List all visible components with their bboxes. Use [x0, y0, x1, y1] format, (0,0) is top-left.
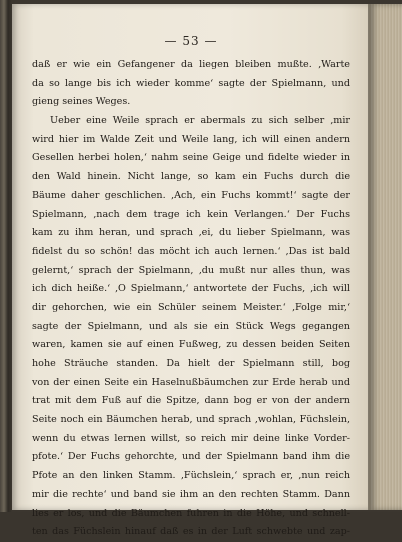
text-line: lies er los, und die Bäumchen fuhren in die Höhe, und schnell- — [32, 507, 350, 519]
text-line: gieng seines Weges. — [32, 96, 131, 108]
text-line: Gesellen herbei holen,‘ nahm seine Geige und fidelte wieder in — [32, 152, 350, 164]
text-line: da so lange bis ich wieder komme‘ sagte der Spielmann, und — [32, 77, 350, 89]
text-line: pfote.‘ Der Fuchs gehorchte, und der Spielmann band ihm die — [32, 451, 350, 463]
text-line: von der einen Seite ein Haselnußbäumchen zur Erde herab und — [32, 376, 350, 388]
text-line: den Wald hinein. Nicht lange, so kam ein Fuchs durch die — [32, 171, 350, 183]
text-line: waren, kamen sie auf einen Fußweg, zu dessen beiden Seiten — [32, 339, 350, 351]
page-text — [32, 56, 350, 542]
text-line: mir die rechte‘ und band sie ihm an den rechten Stamm. Dann — [32, 488, 350, 500]
text-line: gelernt,‘ sprach der Spielmann, ‚du mußt nur alles thun, was — [32, 264, 350, 276]
text-line: ten das Füchslein hinauf daß es in der Luft schwebte und zap- — [32, 526, 350, 538]
text-line: sagte der Spielmann, und als sie ein Stück Wegs gegangen — [32, 320, 350, 332]
page-edges — [368, 4, 402, 510]
text-line: fidelst du so schön! das möcht ich auch lernen.‘ ‚Das ist bald — [32, 245, 350, 257]
text-line: dir gehorchen, wie ein Schüler seinem Meister.‘ ‚Folge mir,‘ — [32, 301, 350, 313]
text-line: daß er wie ein Gefangener da liegen bleiben mußte. ‚Warte — [32, 59, 350, 70]
text-line: wird hier im Walde Zeit und Weile lang, ich will einen andern — [32, 133, 350, 145]
text-line: kam zu ihm heran, und sprach ‚ei, du lieber Spielmann, was — [32, 227, 350, 239]
text-line: trat mit dem Fuß auf die Spitze, dann bog er von der andern — [32, 395, 350, 407]
text-line: ich dich heiße.‘ ‚O Spielmann,‘ antwortete der Fuchs, ‚ich will — [32, 283, 350, 295]
text-line: hohe Sträuche standen. Da hielt der Spielmann still, bog — [32, 358, 350, 369]
page-number: — 53 — — [164, 34, 218, 48]
text-line: wenn du etwas lernen willst, so reich mir deine linke Vorder- — [32, 432, 350, 444]
text-line: Seite noch ein Bäumchen herab, und sprach ‚wohlan, Füchslein, — [32, 414, 350, 426]
text-line: Bäume daher geschlichen. ‚Ach, ein Fuchs kommt!‘ sagte der — [32, 189, 350, 201]
book-page — [12, 4, 370, 538]
text-line: Ueber eine Weile sprach er abermals zu sich selber ‚mir — [50, 115, 350, 127]
text-line: Spielmann, ‚nach dem trage ich kein Verlangen.‘ Der Fuchs — [32, 208, 350, 220]
text-line: Pfote an den linken Stamm. ‚Füchslein,‘ sprach er, ‚nun reich — [32, 470, 350, 482]
